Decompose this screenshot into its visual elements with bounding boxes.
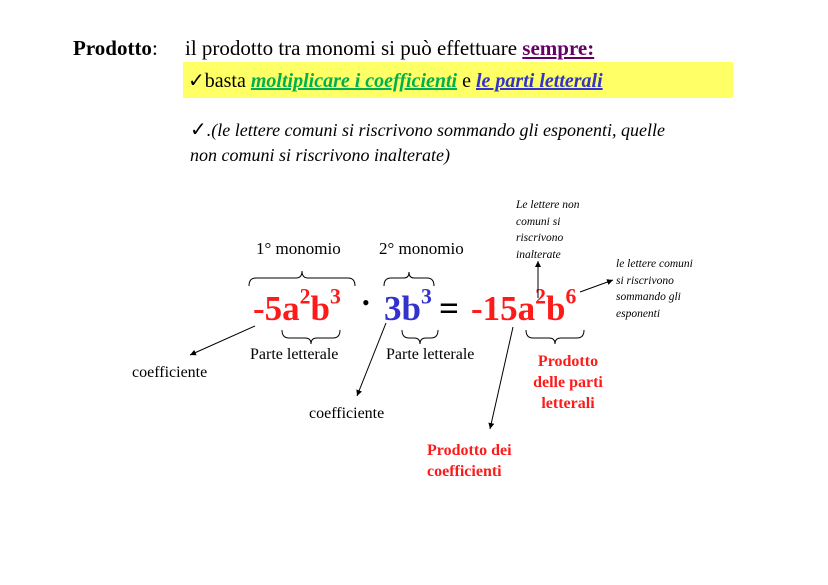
m1-var-a: a [282, 289, 300, 328]
prodotto-letterali-line: Prodotto [537, 353, 599, 370]
header-label: Prodotto [73, 36, 152, 60]
note-comuni-line: sommando gli [616, 291, 681, 303]
m1-coefficient: -5 [253, 289, 283, 328]
m2-var-b: b [401, 289, 421, 328]
m1-exp-b: 3 [329, 284, 341, 309]
arrow-prodotto-coefficienti [490, 327, 513, 429]
coefficiente-label-1: coefficiente [132, 364, 208, 381]
arrow-coefficiente-1 [190, 326, 255, 355]
check-icon: ✓ [190, 119, 207, 141]
note-non-comuni-line: inalterate [516, 248, 561, 261]
rule1-part1: moltiplicare i coefficienti [250, 70, 458, 92]
prodotto-coefficienti-line: Prodotto dei [427, 442, 512, 459]
brace-monomial1 [249, 271, 355, 286]
note-non-comuni-line: comuni si [516, 215, 561, 228]
rule2-line2: non comuni si riscrivono inalterate) [190, 145, 450, 165]
arrow-coefficiente-2 [357, 323, 386, 396]
brace-monomial2 [384, 272, 434, 286]
m2-exp-b: 3 [420, 284, 432, 309]
result-coefficient: -15 [471, 289, 518, 328]
rule1-conj: e [462, 70, 471, 92]
result-var-b: b [546, 289, 566, 328]
result-exp-b: 6 [565, 284, 577, 309]
header-colon: : [151, 36, 158, 60]
prodotto-coefficienti-line: coefficienti [427, 463, 502, 480]
brace-parte-letterale-1 [282, 330, 340, 344]
equals-sign: = [439, 289, 459, 328]
m1-var-b: b [310, 289, 330, 328]
rule2-text-line1: .(le lettere comuni si riscrivono sommando gli esponenti, quelle [206, 120, 666, 140]
coefficiente-label-2: coefficiente [309, 405, 385, 422]
check-icon: ✓ [188, 70, 205, 92]
brace-parte-letterale-2 [402, 330, 438, 344]
note-non-comuni-line: riscrivono [516, 232, 564, 244]
note-comuni-line: esponenti [616, 307, 661, 320]
result-exp-a: 2 [535, 284, 546, 309]
prodotto-letterali-line: delle parti [533, 374, 603, 391]
monomial2-label: 2° monomio [379, 239, 464, 258]
rule1-prefix: basta [204, 70, 246, 92]
m2-coefficient: 3 [384, 289, 402, 328]
parte-letterale-label-2: Parte letterale [386, 346, 475, 363]
header-keyword: sempre: [522, 36, 595, 60]
note-non-comuni-line: Le lettere non [516, 199, 580, 211]
result-var-a: a [517, 289, 536, 328]
multiplication-dot: • [362, 290, 370, 315]
prodotto-letterali-line: letterali [541, 395, 595, 412]
monomial1-label: 1° monomio [256, 239, 341, 258]
note-comuni-line: le lettere comuni [616, 258, 693, 270]
parte-letterale-label-1: Parte letterale [250, 346, 339, 363]
arrow-comuni [580, 280, 613, 292]
rule1-part2: le parti letterali [476, 70, 603, 92]
brace-result-letterali [526, 330, 584, 344]
note-comuni-line: si riscrivono [616, 274, 674, 287]
m1-exp-a: 2 [299, 284, 311, 309]
header-sentence: il prodotto tra monomi si può effettuare [185, 36, 518, 60]
